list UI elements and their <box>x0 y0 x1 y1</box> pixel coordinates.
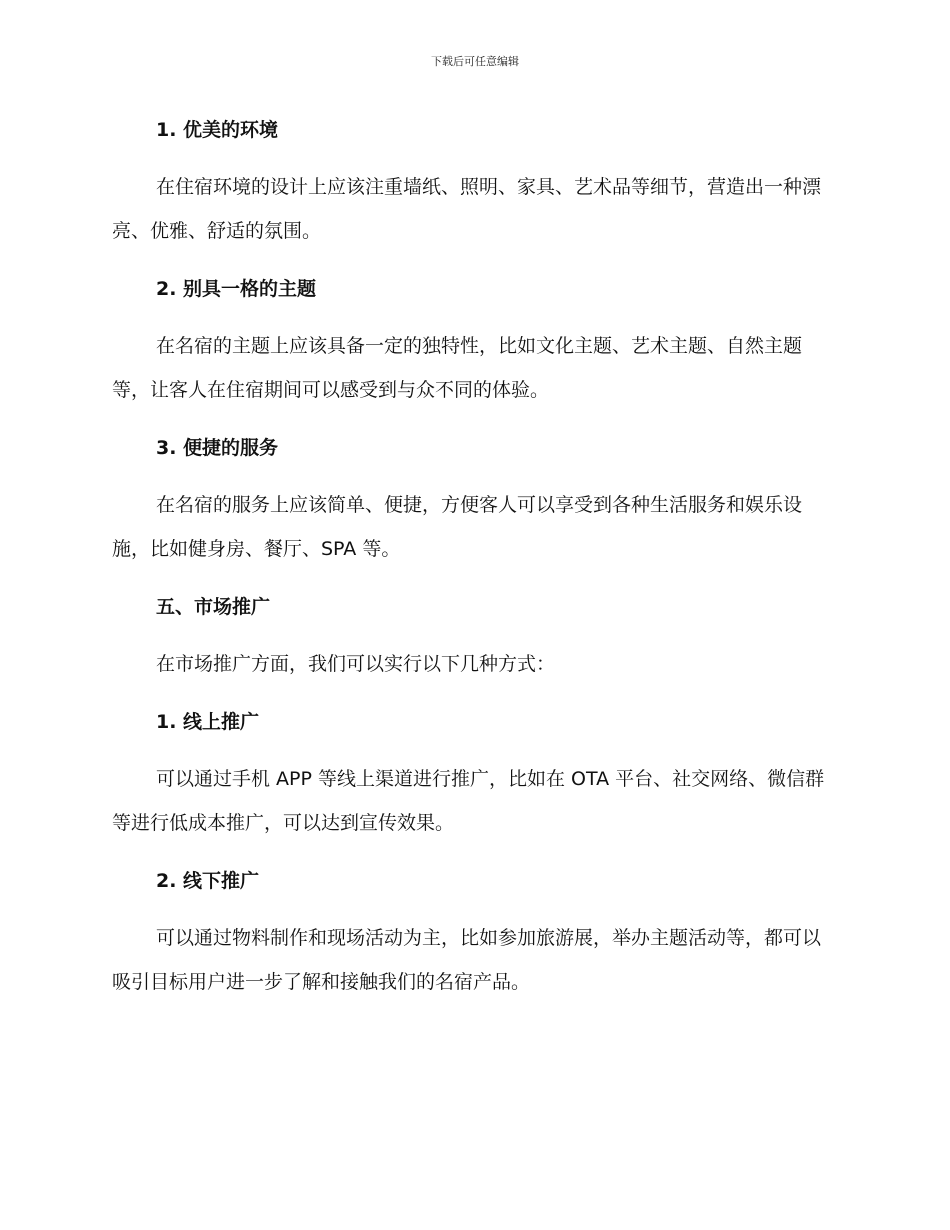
section-heading-online: 1. 线上推广 <box>156 711 260 733</box>
section-paragraph-2: 在名宿的主题上应该具备一定的独特性，比如文化主题、艺术主题、自然主题等，让客人在住宿期间可以感受到与众不同的体验。 <box>112 335 803 401</box>
section-heading-2: 2. 别具一格的主题 <box>156 278 317 300</box>
section-paragraph-offline: 可以通过物料制作和现场活动为主，比如参加旅游展，举办主题活动等，都可以吸引目标用户进一步了解和接触我们的名宿产品。 <box>112 927 822 993</box>
section-paragraph-online: 可以通过手机 APP 等线上渠道进行推广，比如在 OTA 平台、社交网络、微信群等进行低成本推广，可以达到宣传效果。 <box>112 768 825 834</box>
section-heading-3: 3. 便捷的服务 <box>156 437 279 459</box>
chapter-heading-marketing: 五、市场推广 <box>156 596 271 618</box>
section-heading-1: 1. 优美的环境 <box>156 119 279 141</box>
section-heading-offline: 2. 线下推广 <box>156 870 260 892</box>
section-paragraph-1: 在住宿环境的设计上应该注重墙纸、照明、家具、艺术品等细节，营造出一种漂亮、优雅、舒适的氛围。 <box>112 176 822 242</box>
section-paragraph-3: 在名宿的服务上应该简单、便捷，方便客人可以享受到各种生活服务和娱乐设施，比如健身房、餐厅、SPA 等。 <box>112 494 803 560</box>
page-header: 下载后可任意编辑 <box>431 55 519 68</box>
marketing-intro-paragraph: 在市场推广方面，我们可以实行以下几种方式： <box>156 653 556 675</box>
